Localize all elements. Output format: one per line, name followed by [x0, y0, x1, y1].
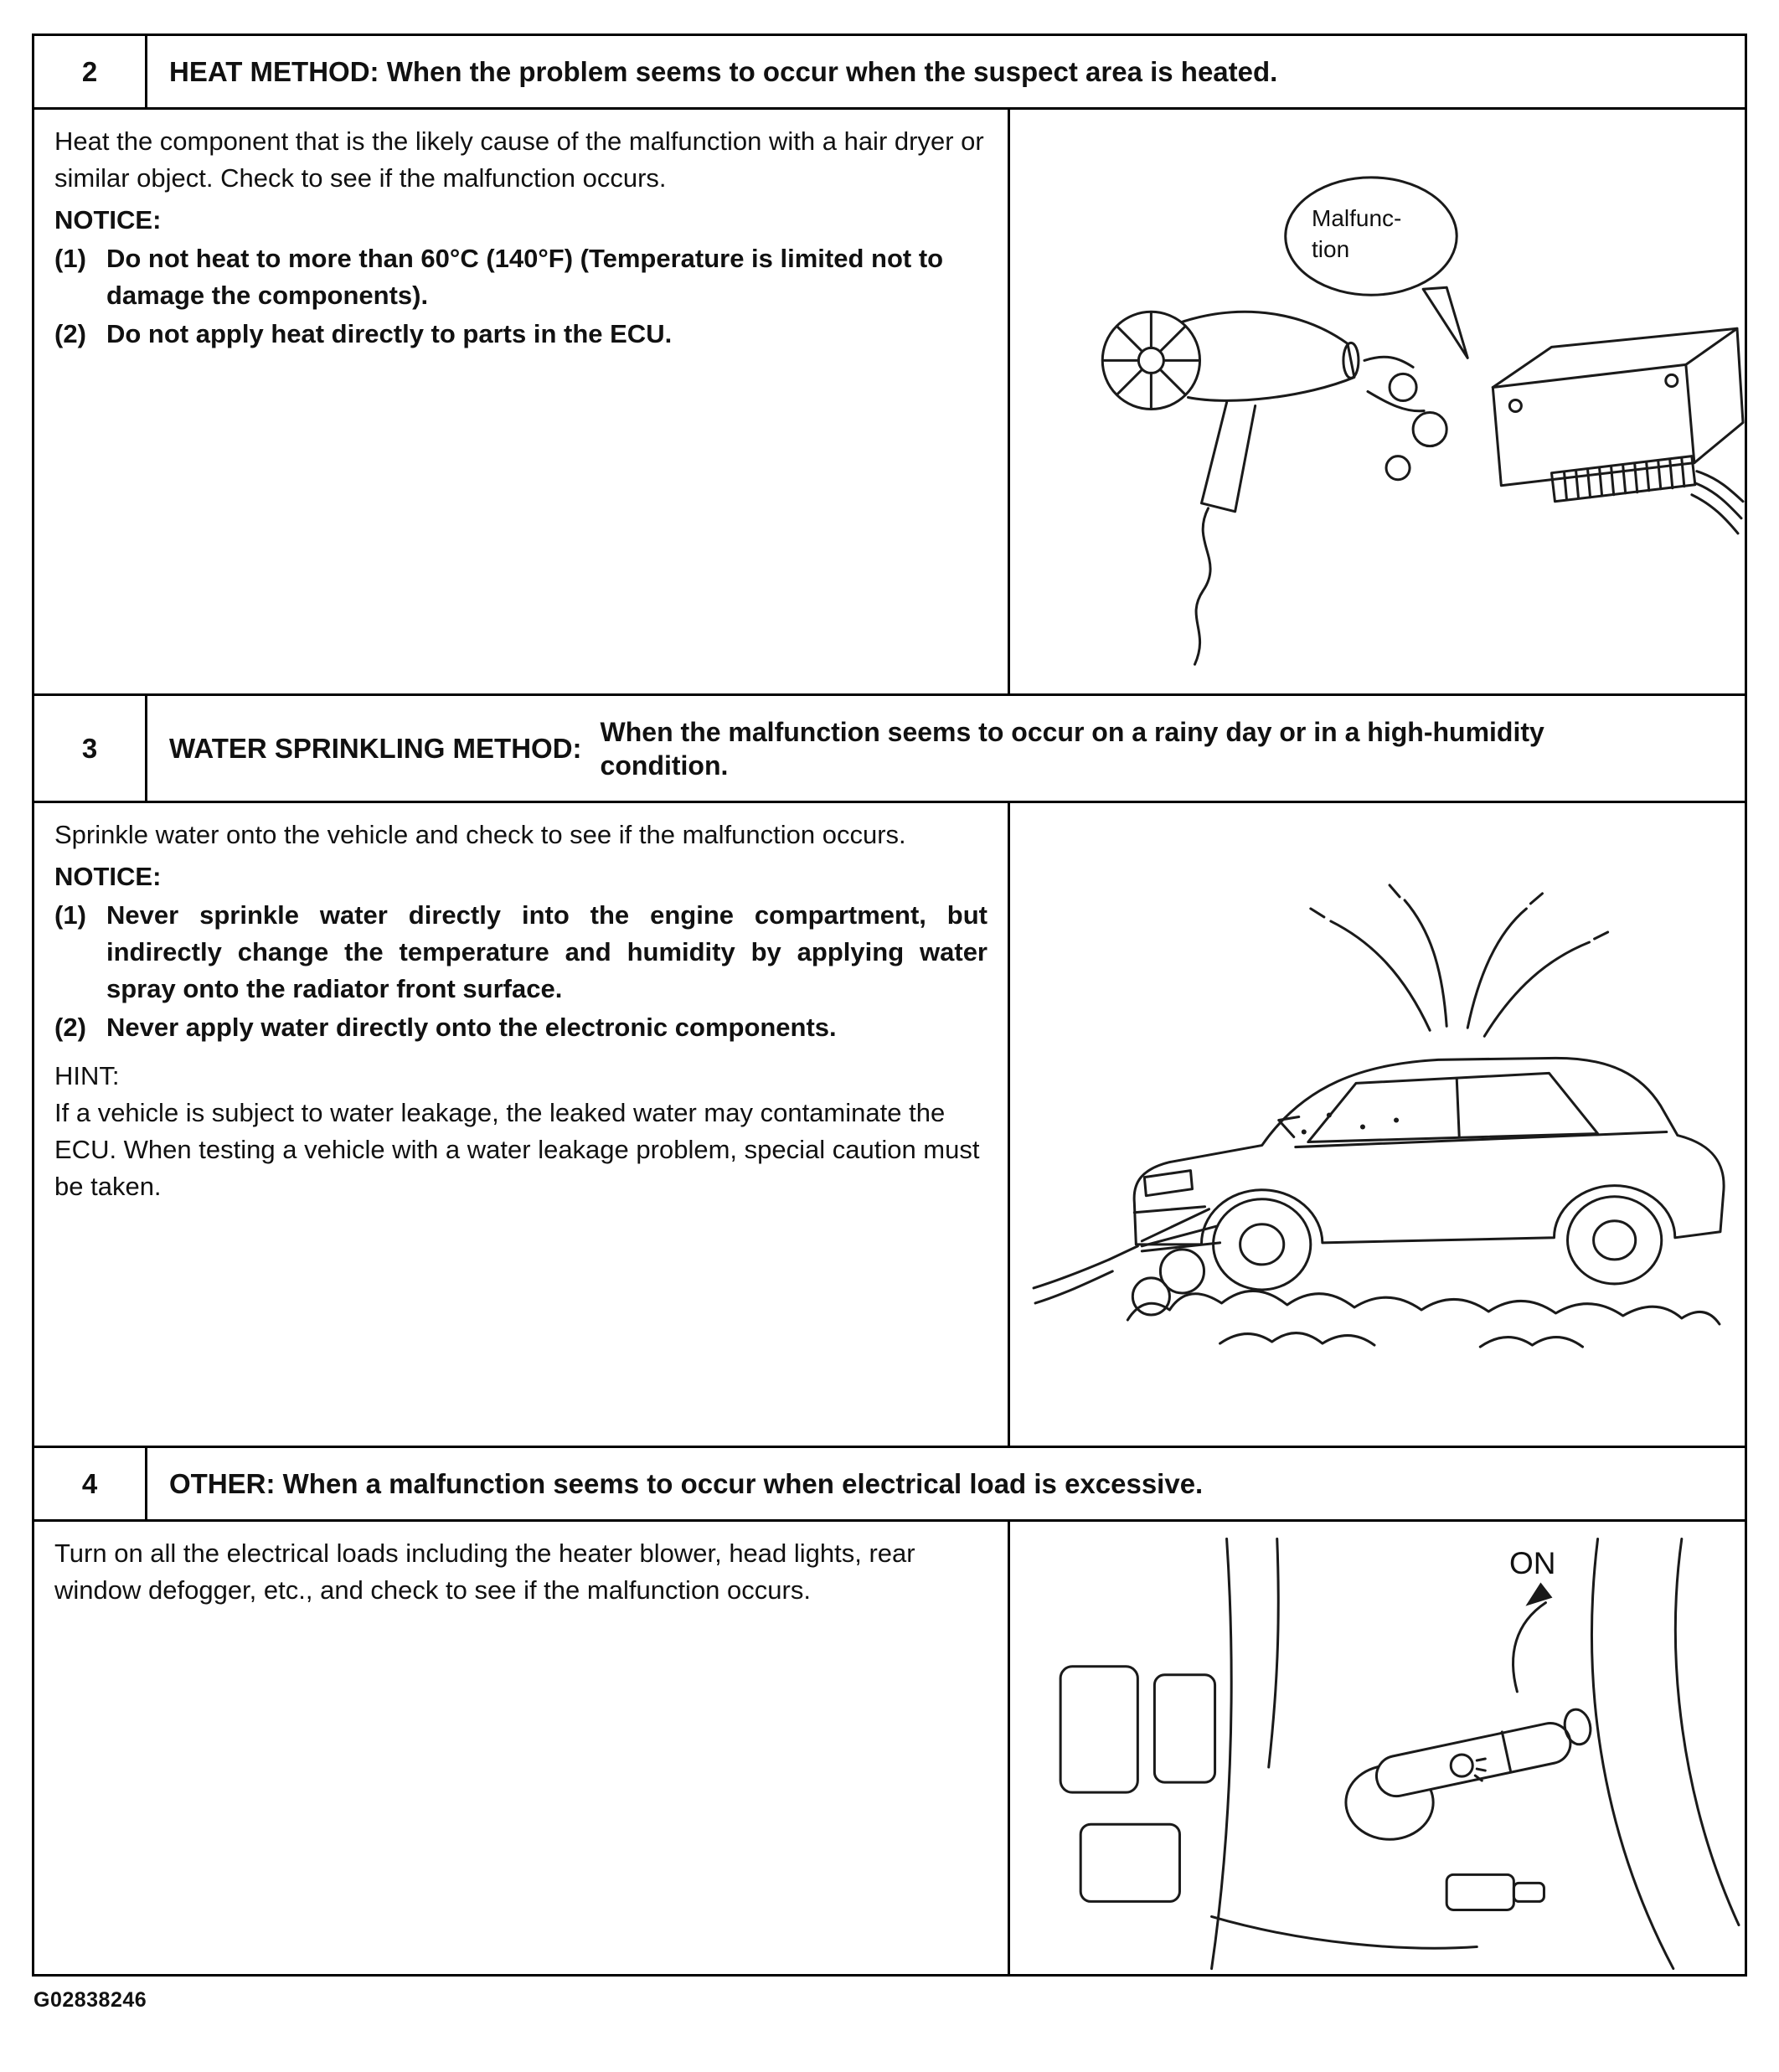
section-3-number: 3	[34, 696, 147, 801]
malfunction-callout	[1312, 204, 1401, 265]
electrical-load-illustration-cell	[1010, 1522, 1745, 1974]
balloon-tail	[1423, 287, 1467, 358]
section-2-number: 2	[34, 36, 147, 107]
notice-item-text: Do not heat to more than 60°C (140°F) (Temperature is limited not to damage the components).	[106, 244, 944, 311]
section-2-header-row	[34, 36, 1745, 110]
hair-dryer-icon	[1102, 312, 1359, 664]
notice-item-number: (1)	[54, 900, 86, 930]
notice-item-text: Do not apply heat directly to parts in the ECU.	[106, 319, 673, 349]
heat-intro-paragraph: Heat the component that is the likely cause of the malfunction with a hair dryer or similar object. Check to see if the malfunction occurs.	[54, 126, 984, 193]
section-3-header-row	[34, 696, 1745, 803]
section-3-content-row	[34, 803, 1745, 1448]
notice-item-1	[54, 897, 987, 1008]
water-hose	[1034, 1209, 1220, 1303]
section-4-content-row	[34, 1522, 1745, 1974]
section-4-title: OTHER: When a malfunction seems to occur when electrical load is excessive.	[169, 1467, 1204, 1499]
section-2-title: HEAT METHOD: When the problem seems to occur when the suspect area is heated.	[169, 55, 1278, 87]
section-2-content-row	[34, 110, 1745, 696]
notice-heading: NOTICE:	[54, 862, 162, 892]
section-2-text-cell	[34, 110, 1010, 693]
section-3-title-main: WATER SPRINKLING METHOD:	[169, 732, 582, 764]
notice-heading: NOTICE:	[54, 205, 162, 235]
notice-item-1	[54, 240, 987, 314]
headlight-stalk-icon	[1346, 1707, 1594, 1839]
troubleshooting-table	[32, 34, 1747, 1977]
callout-line: Malfunc-	[1312, 205, 1402, 231]
ecu-box	[1493, 328, 1743, 533]
hair-dryer-ecu-illustration	[1010, 110, 1745, 693]
water-intro-paragraph: Sprinkle water onto the vehicle and check to see if the malfunction occurs.	[54, 820, 906, 849]
notice-item-number: (2)	[54, 319, 86, 349]
headlight-stalk-illustration	[1010, 1522, 1745, 1974]
ignition-key	[1446, 1874, 1544, 1910]
callout-line: tion	[1312, 235, 1350, 262]
section-3-title-sub: When the malfunction seems to occur on a rainy day or in a high-humidity condition.	[600, 716, 1544, 781]
section-3-title	[147, 696, 1745, 801]
figure-id: G02838246	[34, 1988, 147, 2012]
notice-item-text: Never sprinkle water directly into the engine compartment, but indirectly change the temperature and humidity by applying water spray onto the radiator front surface.	[106, 900, 987, 1004]
car-icon	[1134, 1058, 1724, 1290]
electrical-load-paragraph: Turn on all the electrical loads including the heater blower, head lights, rear window defogger, etc., and check to see if the malfunction occurs.	[54, 1539, 915, 1606]
notice-item-2	[54, 316, 987, 353]
mist-cloud	[1127, 1250, 1720, 1347]
hint-paragraph: If a vehicle is subject to water leakage, the leaked water may contaminate the ECU. When testing a vehicle with a water leakage problem, special caution must be taken.	[54, 1098, 980, 1202]
section-4-header-row	[34, 1448, 1745, 1522]
section-3-text-cell	[34, 803, 1010, 1446]
hint-heading: HINT:	[54, 1061, 120, 1091]
water-spray-streams	[1311, 885, 1608, 1036]
notice-item-2	[54, 1009, 987, 1046]
notice-item-text: Never apply water directly onto the electronic components.	[106, 1013, 837, 1043]
heat-method-illustration-cell	[1010, 110, 1745, 693]
section-4-text-cell	[34, 1522, 1010, 1974]
on-arrow	[1513, 1583, 1553, 1692]
notice-item-number: (1)	[54, 244, 86, 274]
notice-item-number: (2)	[54, 1013, 86, 1043]
section-4-number: 4	[34, 1448, 147, 1519]
on-label: ON	[1509, 1546, 1556, 1580]
car-water-spray-illustration	[1010, 803, 1745, 1446]
airflow-swirls	[1364, 357, 1446, 479]
water-sprinkling-illustration-cell	[1010, 803, 1745, 1446]
